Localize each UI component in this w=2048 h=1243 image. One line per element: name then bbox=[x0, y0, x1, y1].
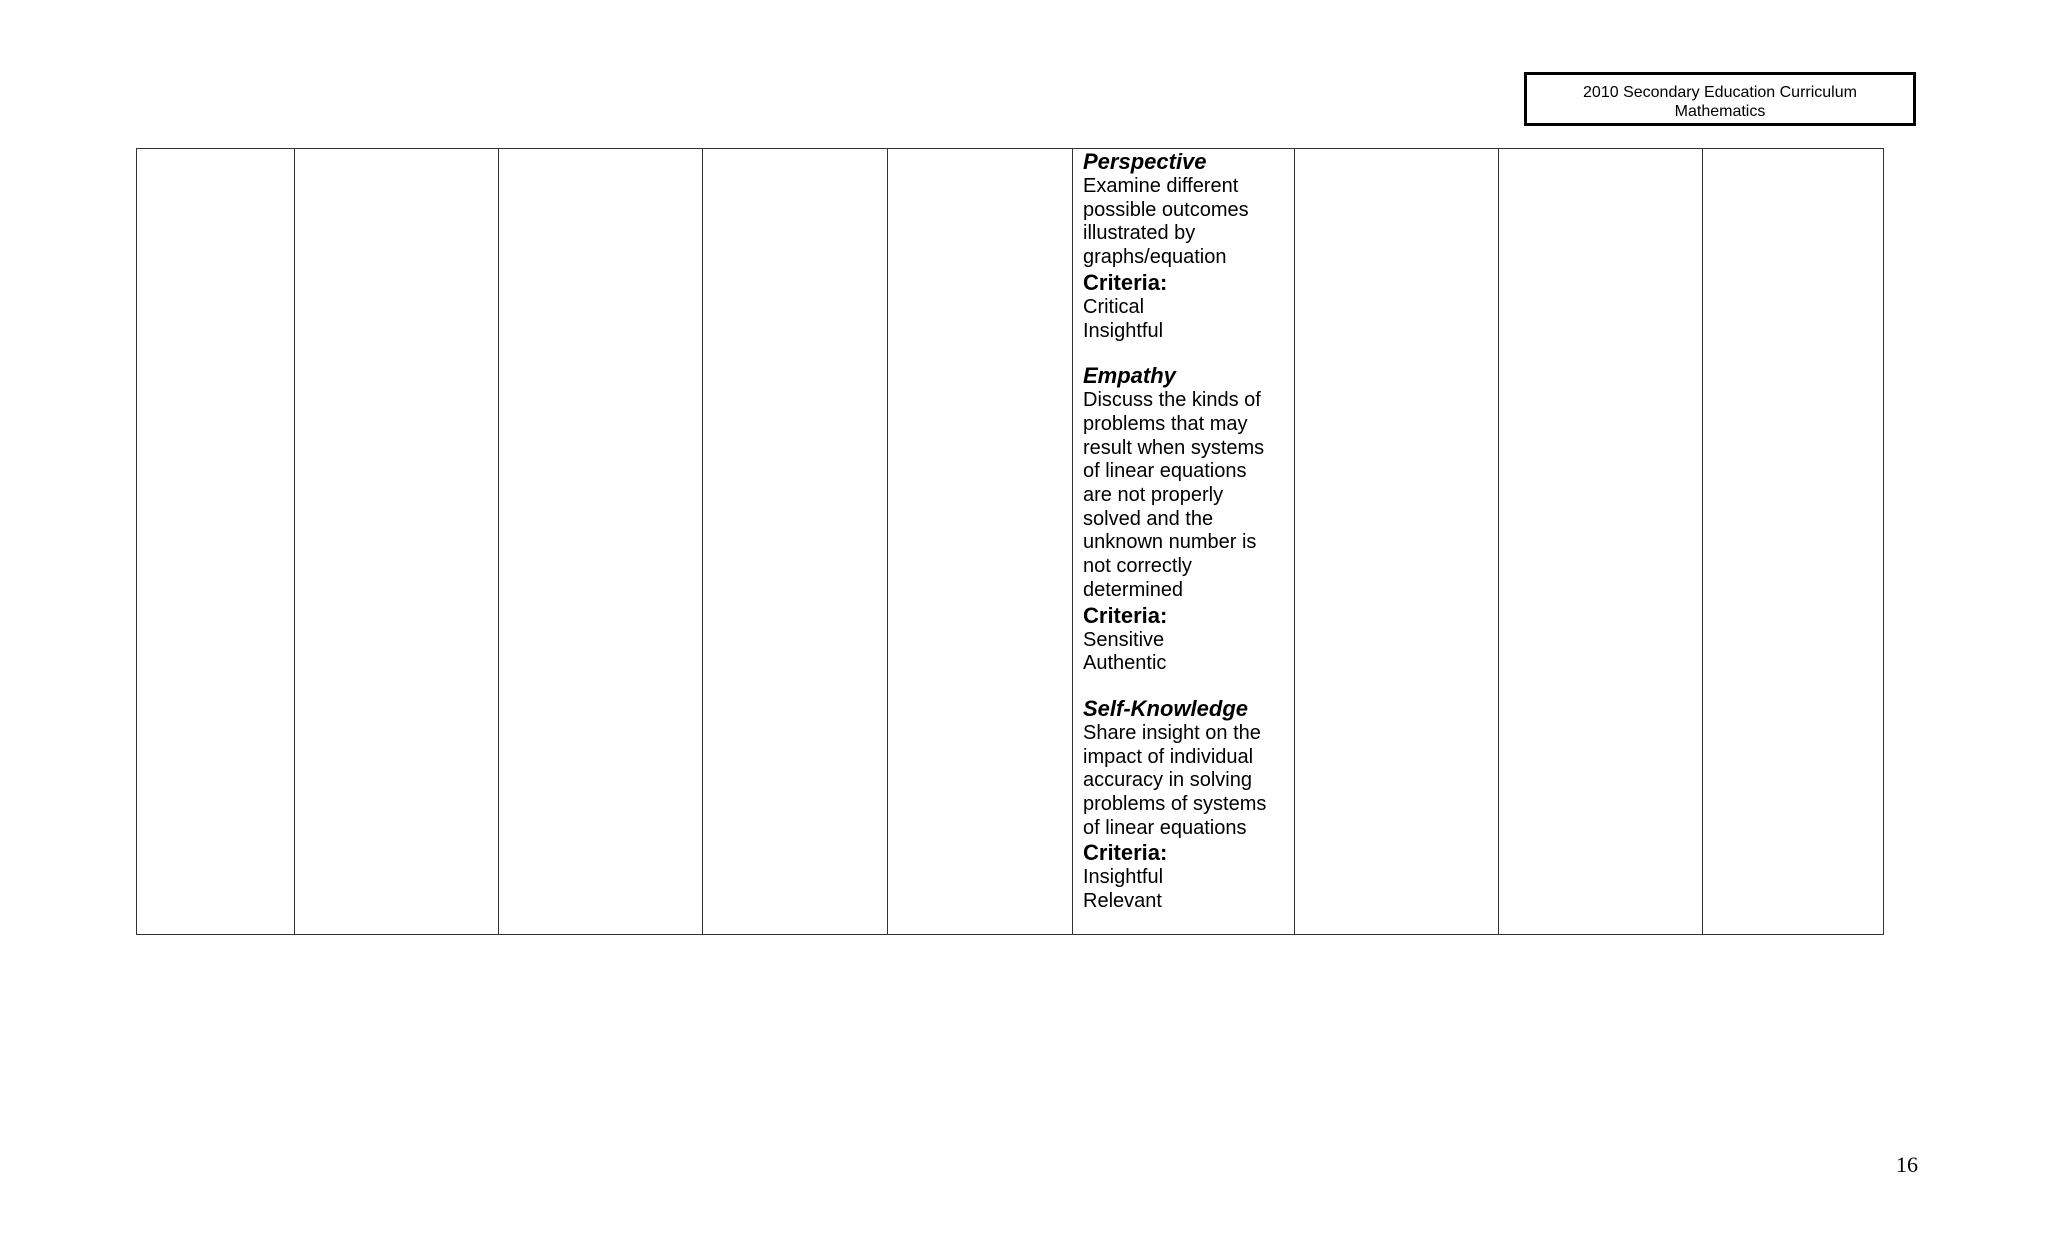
facet-line: not correctly bbox=[1083, 555, 1192, 578]
criteria-item: Insightful bbox=[1083, 319, 1164, 342]
facet-line: impact of individual bbox=[1083, 745, 1254, 768]
table-cell-3 bbox=[499, 149, 703, 935]
table-cell-1 bbox=[137, 149, 295, 935]
facet-line: problems of systems bbox=[1083, 793, 1267, 816]
page-number: 16 bbox=[1896, 1152, 1918, 1177]
assessment-cell bbox=[1073, 149, 1295, 935]
facet-title: Empathy bbox=[1083, 363, 1176, 389]
facet-line: Examine different bbox=[1083, 175, 1239, 197]
table-cell-4 bbox=[703, 149, 888, 935]
facet-line: of linear equations bbox=[1083, 816, 1247, 839]
curriculum-table bbox=[136, 148, 1884, 935]
criteria-item: Sensitive bbox=[1083, 628, 1165, 651]
table-cell-5 bbox=[888, 149, 1073, 935]
criteria-item: Insightful bbox=[1083, 866, 1164, 889]
criteria-label: Criteria: bbox=[1083, 269, 1168, 295]
header-subject: Mathematics bbox=[1674, 103, 1766, 120]
facet-empathy bbox=[1083, 363, 1284, 676]
criteria-item: Relevant bbox=[1083, 890, 1162, 913]
facet-line: unknown number is bbox=[1083, 531, 1257, 554]
facet-self-knowledge bbox=[1083, 696, 1284, 914]
table-cell-8 bbox=[1499, 149, 1703, 935]
table-cell-7 bbox=[1295, 149, 1499, 935]
table-cell-2 bbox=[295, 149, 499, 935]
facet-line: problems that may bbox=[1083, 412, 1248, 435]
criteria-item: Critical bbox=[1083, 295, 1145, 318]
table-cell-9 bbox=[1703, 149, 1884, 935]
facet-line: possible outcomes bbox=[1083, 198, 1249, 221]
header-title: 2010 Secondary Education Curriculum bbox=[1583, 84, 1857, 101]
facet-line: illustrated by bbox=[1083, 222, 1196, 245]
criteria-label: Criteria: bbox=[1083, 602, 1168, 628]
facet-line: graphs/equation bbox=[1083, 246, 1227, 269]
facet-line: result when systems bbox=[1083, 436, 1265, 459]
facet-line: accuracy in solving bbox=[1083, 769, 1252, 792]
facet-title: Self-Knowledge bbox=[1083, 695, 1249, 721]
facet-line: of linear equations bbox=[1083, 460, 1247, 483]
facet-line: Discuss the kinds of bbox=[1083, 389, 1261, 412]
facet-perspective bbox=[1083, 149, 1284, 343]
curriculum-header-box bbox=[1524, 72, 1916, 126]
facet-line: solved and the bbox=[1083, 507, 1214, 530]
facet-line: determined bbox=[1083, 578, 1184, 601]
table-row bbox=[137, 149, 1884, 935]
criteria-label: Criteria: bbox=[1083, 840, 1168, 866]
criteria-item: Authentic bbox=[1083, 652, 1167, 675]
facet-line: are not properly bbox=[1083, 484, 1224, 507]
facet-title: Perspective bbox=[1083, 149, 1207, 174]
facet-line: Share insight on the bbox=[1083, 721, 1261, 744]
